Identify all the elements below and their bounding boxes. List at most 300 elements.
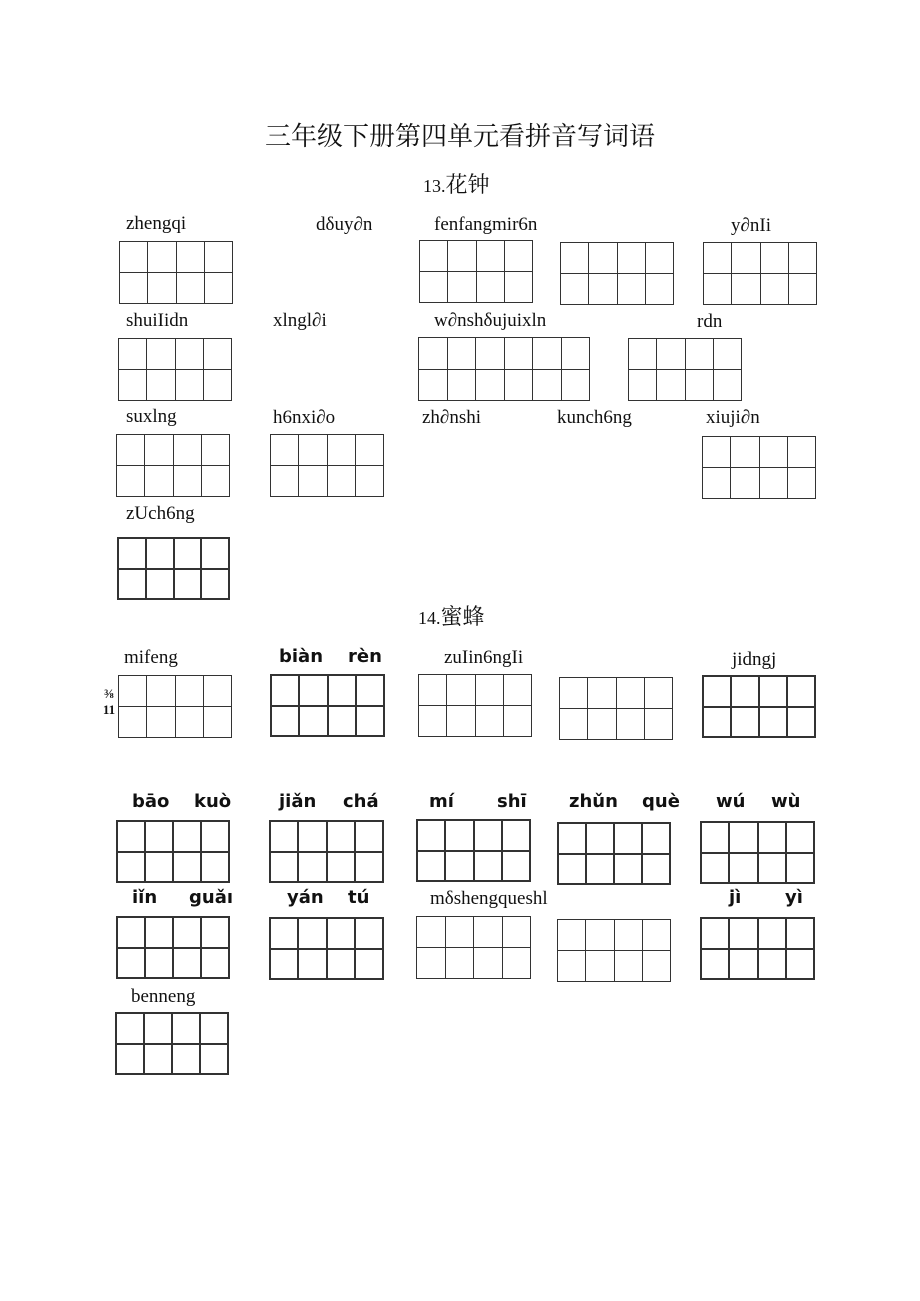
grid-cell[interactable] [757, 950, 785, 979]
page-mark-fraction: ⅜ [104, 686, 114, 701]
grid-cell[interactable] [354, 919, 382, 948]
grid-cell[interactable] [419, 675, 446, 705]
grid-row [271, 435, 383, 465]
pinyin-label: wù [771, 791, 801, 812]
grid-cell[interactable] [728, 823, 756, 852]
writing-grid[interactable] [557, 822, 671, 885]
grid-cell[interactable] [644, 709, 672, 739]
writing-grid[interactable] [270, 674, 385, 737]
grid-cell[interactable] [203, 370, 231, 400]
grid-cell[interactable] [473, 821, 501, 850]
grid-row [272, 676, 383, 705]
grid-cell[interactable] [147, 242, 175, 272]
grid-cell[interactable] [760, 243, 788, 273]
grid-row [119, 676, 231, 706]
grid-cell[interactable] [532, 370, 561, 401]
grid-cell[interactable] [645, 274, 673, 304]
grid-cell[interactable] [119, 676, 146, 706]
grid-cell[interactable] [271, 435, 298, 465]
grid-cell[interactable] [118, 918, 144, 947]
grid-cell[interactable] [175, 707, 203, 737]
grid-cell[interactable] [271, 919, 297, 948]
pinyin-label: w∂nshδujuixln [434, 310, 547, 331]
grid-cell[interactable] [203, 676, 231, 706]
grid-cell[interactable] [327, 435, 355, 465]
grid-cell[interactable] [504, 338, 533, 369]
grid-cell[interactable] [420, 241, 447, 271]
grid-row [271, 851, 382, 882]
writing-grid[interactable] [559, 677, 673, 740]
grid-cell[interactable] [298, 676, 326, 705]
pinyin-label: jiǎn [279, 791, 317, 812]
grid-cell[interactable] [173, 570, 201, 599]
pinyin-label: jidngj [732, 649, 777, 670]
grid-cell[interactable] [146, 370, 174, 400]
grid-cell[interactable] [326, 853, 354, 882]
grid-row [560, 678, 672, 708]
grid-cell[interactable] [476, 241, 504, 271]
grid-row [559, 853, 669, 884]
grid-cell[interactable] [444, 852, 472, 881]
worksheet-title: 三年级下册第四单元看拼音写词语 [264, 122, 655, 152]
pinyin-label: xlngl∂i [273, 310, 327, 331]
grid-cell[interactable] [558, 920, 585, 950]
grid-cell[interactable] [420, 272, 447, 302]
writing-grid[interactable] [118, 675, 232, 738]
grid-cell[interactable] [685, 339, 713, 369]
grid-cell[interactable] [171, 1014, 199, 1043]
grid-cell[interactable] [728, 950, 756, 979]
writing-grid[interactable] [419, 240, 533, 303]
grid-cell[interactable] [271, 466, 298, 496]
grid-cell[interactable] [355, 435, 383, 465]
grid-cell[interactable] [685, 370, 713, 400]
grid-cell[interactable] [757, 854, 785, 883]
grid-cell[interactable] [559, 855, 585, 884]
grid-row [117, 1014, 227, 1043]
grid-cell[interactable] [713, 339, 741, 369]
page-mark [99, 686, 119, 718]
grid-cell[interactable] [561, 243, 588, 273]
grid-row [704, 706, 814, 737]
grid-cell[interactable] [787, 468, 815, 498]
grid-cell[interactable] [327, 466, 355, 496]
grid-row [119, 369, 231, 400]
grid-cell[interactable] [475, 370, 504, 401]
grid-cell[interactable] [785, 854, 813, 883]
grid-cell[interactable] [200, 853, 228, 882]
grid-row [417, 917, 530, 947]
grid-cell[interactable] [419, 338, 447, 369]
grid-cell[interactable] [146, 707, 174, 737]
pinyin-label: mifeng [124, 647, 178, 668]
grid-cell[interactable] [641, 855, 669, 884]
grid-cell[interactable] [473, 852, 501, 881]
grid-cell[interactable] [642, 920, 670, 950]
grid-cell[interactable] [731, 243, 759, 273]
grid-cell[interactable] [703, 437, 730, 467]
grid-cell[interactable] [119, 570, 145, 599]
grid-cell[interactable] [702, 919, 728, 948]
grid-cell[interactable] [419, 370, 447, 401]
grid-cell[interactable] [785, 950, 813, 979]
grid-cell[interactable] [503, 675, 531, 705]
grid-cell[interactable] [119, 539, 145, 568]
grid-cell[interactable] [203, 707, 231, 737]
grid-cell[interactable] [117, 435, 144, 465]
grid-cell[interactable] [298, 435, 326, 465]
grid-cell[interactable] [119, 707, 146, 737]
grid-cell[interactable] [144, 853, 172, 882]
grid-cell[interactable] [587, 678, 615, 708]
grid-cell[interactable] [355, 466, 383, 496]
writing-grid[interactable] [115, 1012, 229, 1075]
writing-grid[interactable] [703, 242, 817, 305]
grid-cell[interactable] [704, 243, 731, 273]
writing-grid[interactable] [560, 242, 674, 305]
grid-cell[interactable] [475, 675, 503, 705]
grid-row [702, 919, 813, 948]
grid-cell[interactable] [616, 709, 644, 739]
grid-cell[interactable] [117, 1045, 143, 1074]
grid-cell[interactable] [475, 338, 504, 369]
pinyin-label: wú [716, 791, 746, 812]
grid-row [558, 950, 670, 981]
writing-grid[interactable] [116, 916, 230, 979]
grid-cell[interactable] [617, 243, 645, 273]
grid-cell[interactable] [355, 676, 383, 705]
grid-row [704, 243, 816, 273]
lesson-14-number: 14. [418, 608, 441, 628]
grid-row [560, 708, 672, 739]
grid-row [561, 273, 673, 304]
grid-cell[interactable] [144, 466, 172, 496]
writing-grid[interactable] [116, 820, 230, 883]
grid-cell[interactable] [417, 948, 445, 978]
grid-cell[interactable] [200, 539, 228, 568]
writing-grid[interactable] [119, 241, 233, 304]
grid-cell[interactable] [144, 949, 172, 978]
grid-cell[interactable] [730, 708, 758, 737]
pinyin-label: benneng [131, 986, 196, 1007]
grid-cell[interactable] [703, 468, 730, 498]
grid-cell[interactable] [117, 1014, 143, 1043]
grid-cell[interactable] [585, 920, 613, 950]
grid-cell[interactable] [730, 437, 758, 467]
grid-cell[interactable] [271, 822, 297, 851]
grid-cell[interactable] [146, 676, 174, 706]
writing-grid[interactable] [557, 919, 671, 982]
grid-cell[interactable] [147, 273, 175, 303]
grid-cell[interactable] [704, 274, 731, 304]
pinyin-label: kuò [194, 791, 232, 812]
grid-cell[interactable] [532, 338, 561, 369]
grid-row [119, 706, 231, 737]
writing-grid[interactable] [416, 819, 531, 882]
grid-cell[interactable] [501, 852, 529, 881]
grid-cell[interactable] [200, 822, 228, 851]
grid-cell[interactable] [728, 854, 756, 883]
grid-cell[interactable] [702, 950, 728, 979]
grid-cell[interactable] [503, 706, 531, 736]
grid-row [419, 369, 589, 401]
grid-cell[interactable] [585, 951, 613, 981]
grid-cell[interactable] [173, 539, 201, 568]
writing-grid[interactable] [700, 821, 815, 884]
grid-cell[interactable] [200, 949, 228, 978]
writing-grid[interactable] [270, 434, 384, 497]
grid-cell[interactable] [587, 709, 615, 739]
grid-cell[interactable] [146, 339, 174, 369]
grid-cell[interactable] [118, 853, 144, 882]
grid-cell[interactable] [501, 821, 529, 850]
pinyin-label: h6nxi∂o [273, 407, 336, 428]
grid-cell[interactable] [327, 676, 355, 705]
grid-cell[interactable] [614, 951, 642, 981]
grid-cell[interactable] [502, 917, 531, 947]
grid-cell[interactable] [199, 1045, 227, 1074]
grid-cell[interactable] [585, 824, 613, 853]
grid-cell[interactable] [119, 370, 146, 400]
grid-row [702, 852, 813, 883]
pinyin-label: mí [429, 791, 454, 812]
grid-cell[interactable] [447, 241, 475, 271]
grid-cell[interactable] [787, 437, 815, 467]
grid-row [704, 273, 816, 304]
grid-cell[interactable] [143, 1045, 171, 1074]
grid-cell[interactable] [702, 823, 728, 852]
grid-cell[interactable] [143, 1014, 171, 1043]
writing-grid[interactable] [702, 675, 816, 738]
grid-cell[interactable] [560, 709, 587, 739]
grid-cell[interactable] [176, 273, 204, 303]
grid-cell[interactable] [272, 676, 298, 705]
grid-cell[interactable] [173, 435, 201, 465]
writing-grid[interactable] [117, 537, 230, 600]
grid-cell[interactable] [354, 822, 382, 851]
pinyin-label: zhǔn [569, 791, 618, 812]
grid-cell[interactable] [713, 370, 741, 400]
lesson-13-name: 花钟 [445, 173, 490, 198]
grid-cell[interactable] [656, 370, 684, 400]
pinyin-label: zhengqi [126, 213, 187, 234]
grid-cell[interactable] [757, 823, 785, 852]
writing-grid[interactable] [416, 916, 531, 979]
grid-cell[interactable] [504, 272, 532, 302]
grid-cell[interactable] [644, 678, 672, 708]
grid-cell[interactable] [445, 917, 474, 947]
grid-cell[interactable] [504, 241, 532, 271]
grid-cell[interactable] [175, 676, 203, 706]
grid-cell[interactable] [418, 852, 444, 881]
grid-cell[interactable] [585, 855, 613, 884]
grid-cell[interactable] [120, 242, 147, 272]
grid-cell[interactable] [446, 675, 474, 705]
grid-cell[interactable] [613, 855, 641, 884]
grid-cell[interactable] [199, 1014, 227, 1043]
grid-cell[interactable] [117, 466, 144, 496]
grid-cell[interactable] [172, 949, 200, 978]
writing-grid[interactable] [269, 917, 384, 980]
grid-cell[interactable] [172, 853, 200, 882]
grid-cell[interactable] [645, 243, 673, 273]
grid-cell[interactable] [730, 468, 758, 498]
grid-cell[interactable] [447, 338, 476, 369]
pinyin-label: jì [729, 887, 742, 908]
grid-cell[interactable] [201, 435, 229, 465]
grid-cell[interactable] [473, 917, 502, 947]
grid-cell[interactable] [326, 919, 354, 948]
grid-cell[interactable] [201, 466, 229, 496]
grid-cell[interactable] [785, 919, 813, 948]
grid-cell[interactable] [759, 468, 787, 498]
grid-cell[interactable] [641, 824, 669, 853]
grid-cell[interactable] [172, 918, 200, 947]
grid-cell[interactable] [760, 274, 788, 304]
grid-cell[interactable] [204, 242, 232, 272]
grid-cell[interactable] [560, 678, 587, 708]
grid-row [702, 823, 813, 852]
pinyin-label: rdn [697, 311, 723, 332]
grid-cell[interactable] [614, 920, 642, 950]
grid-cell[interactable] [298, 466, 326, 496]
grid-cell[interactable] [656, 339, 684, 369]
grid-row [418, 821, 529, 850]
grid-row [703, 467, 815, 498]
grid-cell[interactable] [616, 678, 644, 708]
writing-grid[interactable] [418, 674, 532, 737]
pinyin-label: rèn [348, 646, 382, 667]
grid-cell[interactable] [203, 339, 231, 369]
grid-cell[interactable] [354, 853, 382, 882]
grid-cell[interactable] [476, 272, 504, 302]
grid-cell[interactable] [785, 823, 813, 852]
grid-cell[interactable] [559, 824, 585, 853]
grid-cell[interactable] [144, 822, 172, 851]
grid-cell[interactable] [172, 822, 200, 851]
grid-cell[interactable] [175, 339, 203, 369]
grid-cell[interactable] [704, 708, 730, 737]
grid-cell[interactable] [447, 272, 475, 302]
writing-grid[interactable] [418, 337, 590, 401]
grid-cell[interactable] [354, 950, 382, 979]
grid-cell[interactable] [200, 570, 228, 599]
grid-cell[interactable] [417, 917, 445, 947]
grid-cell[interactable] [561, 274, 588, 304]
grid-cell[interactable] [204, 273, 232, 303]
grid-cell[interactable] [327, 707, 355, 736]
grid-cell[interactable] [588, 274, 616, 304]
grid-row [118, 918, 228, 947]
grid-cell[interactable] [788, 274, 816, 304]
grid-cell[interactable] [702, 854, 728, 883]
grid-cell[interactable] [588, 243, 616, 273]
grid-cell[interactable] [145, 570, 173, 599]
grid-cell[interactable] [629, 339, 656, 369]
grid-cell[interactable] [704, 677, 730, 706]
grid-cell[interactable] [271, 853, 297, 882]
pinyin-label: mδshengqueshl [430, 888, 548, 909]
grid-cell[interactable] [444, 821, 472, 850]
grid-cell[interactable] [445, 948, 474, 978]
grid-cell[interactable] [475, 706, 503, 736]
writing-grid[interactable] [118, 338, 232, 401]
grid-cell[interactable] [613, 824, 641, 853]
grid-cell[interactable] [502, 948, 531, 978]
grid-cell[interactable] [297, 822, 325, 851]
grid-cell[interactable] [561, 338, 590, 369]
grid-cell[interactable] [629, 370, 656, 400]
grid-row [120, 242, 232, 272]
writing-grid[interactable] [116, 434, 230, 497]
grid-cell[interactable] [418, 821, 444, 850]
grid-cell[interactable] [326, 950, 354, 979]
grid-cell[interactable] [757, 919, 785, 948]
grid-row [118, 822, 228, 851]
grid-cell[interactable] [788, 243, 816, 273]
grid-cell[interactable] [120, 273, 147, 303]
grid-cell[interactable] [642, 951, 670, 981]
writing-grid[interactable] [269, 820, 384, 883]
grid-cell[interactable] [326, 822, 354, 851]
grid-cell[interactable] [144, 918, 172, 947]
grid-cell[interactable] [786, 708, 814, 737]
grid-row [561, 243, 673, 273]
grid-cell[interactable] [118, 822, 144, 851]
grid-cell[interactable] [731, 274, 759, 304]
grid-cell[interactable] [558, 951, 585, 981]
grid-cell[interactable] [118, 949, 144, 978]
grid-cell[interactable] [175, 370, 203, 400]
writing-grid[interactable] [702, 436, 816, 499]
grid-cell[interactable] [758, 708, 786, 737]
grid-cell[interactable] [561, 370, 590, 401]
writing-grid[interactable] [628, 338, 742, 401]
grid-cell[interactable] [298, 707, 326, 736]
grid-row [629, 369, 741, 400]
grid-cell[interactable] [728, 919, 756, 948]
grid-cell[interactable] [144, 435, 172, 465]
grid-row [119, 539, 228, 568]
grid-cell[interactable] [446, 706, 474, 736]
grid-cell[interactable] [473, 948, 502, 978]
grid-cell[interactable] [730, 677, 758, 706]
pinyin-label: zuIin6ngIi [444, 647, 524, 668]
grid-cell[interactable] [271, 950, 297, 979]
grid-row [419, 705, 531, 736]
grid-cell[interactable] [504, 370, 533, 401]
grid-cell[interactable] [200, 918, 228, 947]
grid-cell[interactable] [419, 706, 446, 736]
grid-cell[interactable] [297, 950, 325, 979]
grid-cell[interactable] [758, 677, 786, 706]
grid-cell[interactable] [171, 1045, 199, 1074]
grid-cell[interactable] [119, 339, 146, 369]
grid-cell[interactable] [176, 242, 204, 272]
grid-cell[interactable] [447, 370, 476, 401]
grid-cell[interactable] [173, 466, 201, 496]
grid-cell[interactable] [617, 274, 645, 304]
writing-grid[interactable] [700, 917, 815, 980]
grid-cell[interactable] [759, 437, 787, 467]
grid-cell[interactable] [145, 539, 173, 568]
grid-cell[interactable] [297, 853, 325, 882]
grid-cell[interactable] [786, 677, 814, 706]
grid-cell[interactable] [355, 707, 383, 736]
grid-cell[interactable] [297, 919, 325, 948]
pinyin-label: zUch6ng [126, 503, 195, 524]
grid-cell[interactable] [272, 707, 298, 736]
